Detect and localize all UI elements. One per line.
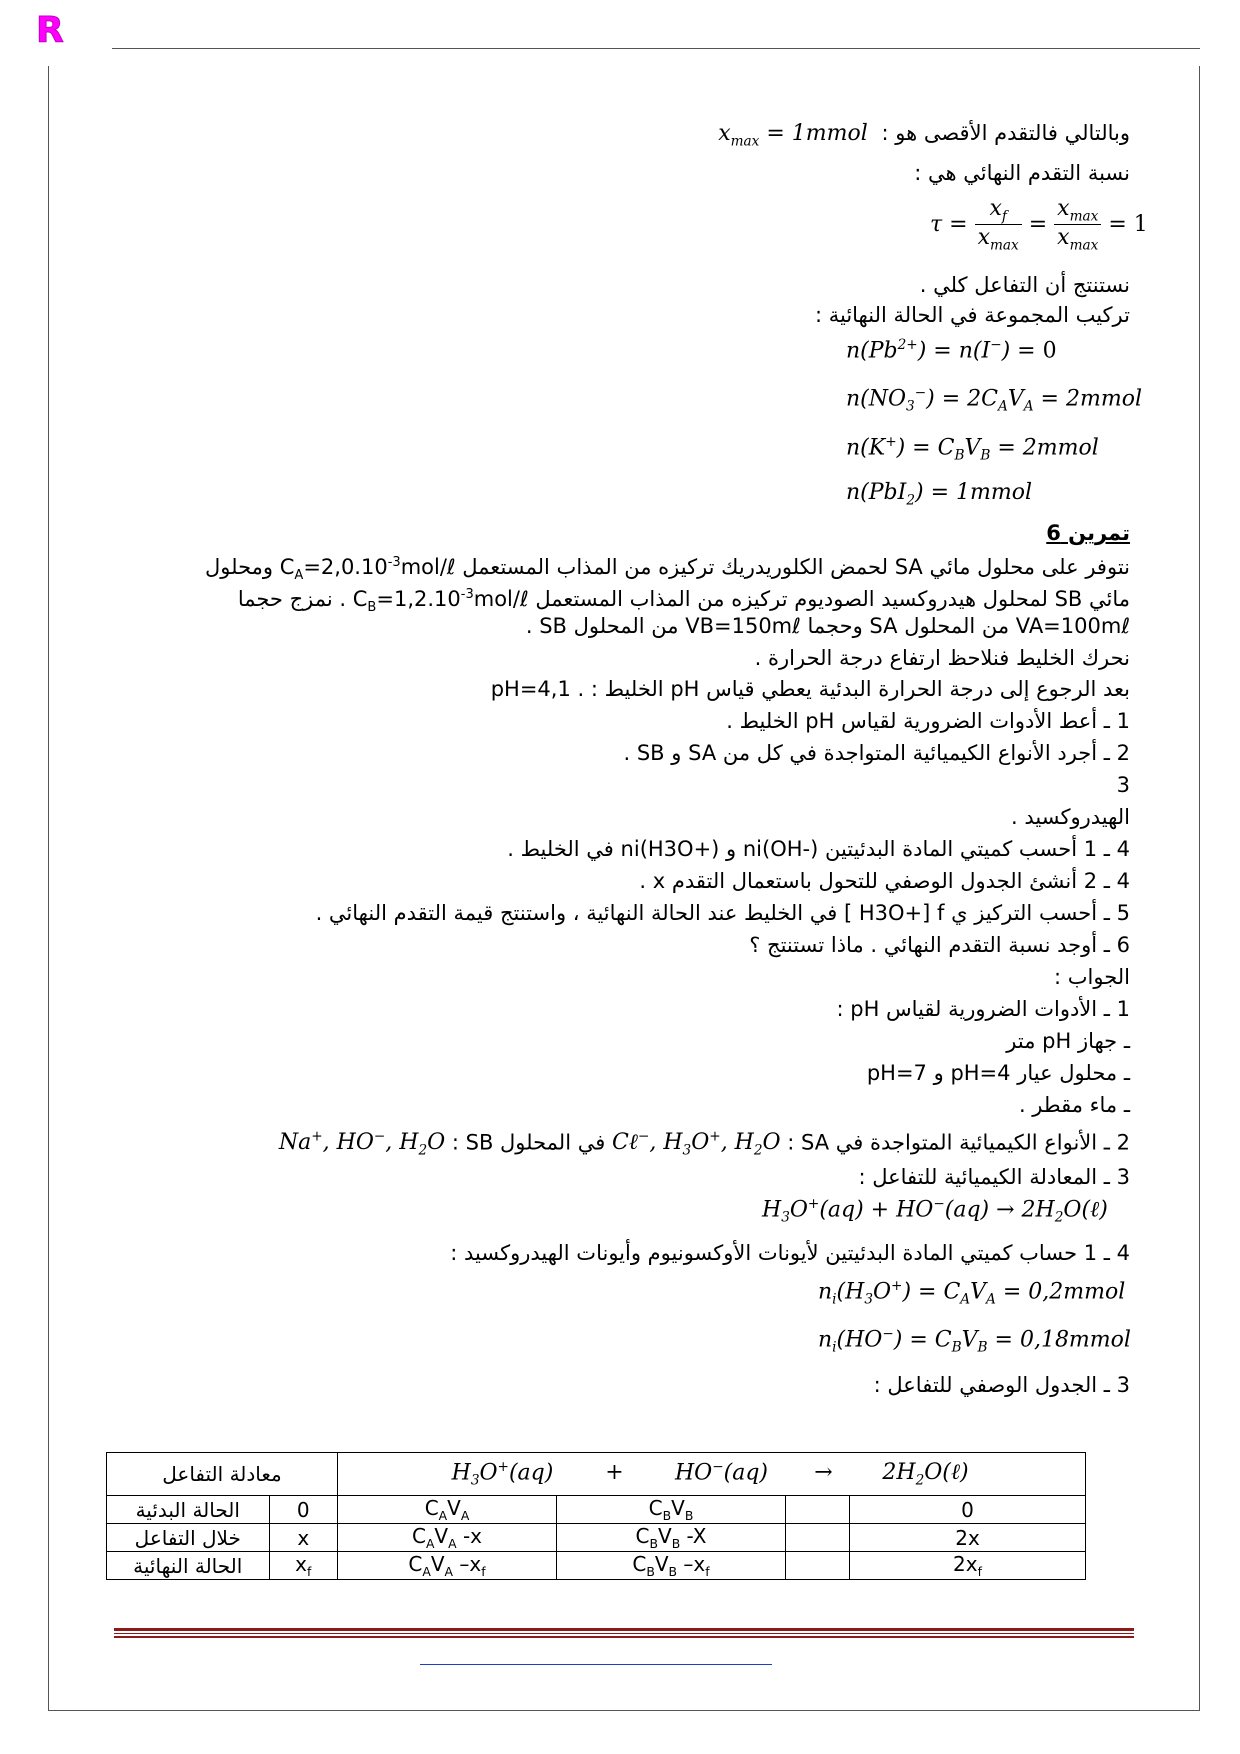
conclusion: نستنتج أن التفاعل كلي . [919,273,1130,297]
footer-rule [114,1633,1134,1634]
question-5: 5 ـ أحسب التركيز ي [ H3O+] f في الخليط عند الحالة النهائية ، واستنتج قيمة التقدم النهائي . [315,901,1130,925]
question-4-1: 4 ـ 1 أحسب كميتي المادة البدئيتين ni(H3O+) و ni(OH-) في الخليط . [507,837,1130,861]
question-3-cont: الهيدروكسيد . [1011,805,1130,829]
row-state-initial: الحالة البدئية [107,1496,270,1524]
xmax-line: وبالتالي فالتقدم الأقصى هو : $x_{max}$ = 1mmol [718,121,1130,150]
ex6-para-line4: نحرك الخليط فنلاحظ ارتفاع درجة الحرارة . [754,646,1130,670]
header-rule [112,48,1200,49]
row-water: $2x_f$ [850,1552,1086,1580]
eq-n-pbi2: n(PbI$_2$) = 1mmol [846,480,1033,509]
exercise-title: تمرين 6 [1046,521,1130,545]
row-b: $C_BV_B$ $-x_f$ [557,1552,786,1580]
logo: R [36,10,64,51]
question-3: 3 [1116,773,1130,797]
row-b: $C_BV_B$ -X [557,1524,786,1552]
footer-rule [114,1628,1134,1631]
row-water: 2x [850,1524,1086,1552]
table-header-label: معادلة التفاعل [107,1453,338,1496]
eq-n-k: $n(K^+) = C_BV_B$ = 2mmol [846,434,1099,464]
question-4-2: 4 ـ 2 أنشئ الجدول الوصفي للتحول باستعمال التقدم x . [639,869,1130,893]
question-2: 2 ـ أجرد الأنواع الكيميائية المتواجدة في كل من SA و SB . [623,741,1130,765]
footer-link-underline[interactable] [420,1664,772,1665]
tau-expr: τ = $\frac{x_f}{x_{max}}$ = $\frac{x_{max}}{x_{max}}$ = 1 [930,196,1148,254]
row-x: x [269,1524,337,1552]
eq-ni-ho: $n_i(HO^-) = C_BV_B$ = 0,18mmol [818,1326,1131,1356]
table-row [107,1496,1086,1524]
eq-n-pb-i: $n(Pb^{2+}) = n(I^-) = 0$ [846,337,1057,364]
row-empty [786,1496,850,1524]
question-6: 6 ـ أوجد نسبة التقدم النهائي . ماذا تستنتج ؟ [749,933,1130,957]
row-a: $C_AV_A$ [338,1496,557,1524]
ex6-para-line2: مائي SB لمحلول هيدروكسيد الصوديوم تركيزه من المذاب المستعمل $C_B=1,2.10^{-3}mol/\ell$ . نمزج حجما [237,587,1130,616]
answer-1: 1 ـ الأدوات الضرورية لقياس pH : [836,997,1130,1021]
answer-4-1: 4 ـ 1 حساب كميتي المادة البدئيتين لأيونات الأوكسونيوم وأيونات الهيدروكسيد : [450,1241,1130,1265]
row-x: 0 [269,1496,337,1524]
composition-title: تركيب المجموعة في الحالة النهائية : [814,303,1130,327]
xmax-expr: $x_{max}$ = 1mmol [718,121,875,150]
question-1: 1 ـ أعط الأدوات الضرورية لقياس pH الخليط . [726,709,1130,733]
ex6-para-line5: بعد الرجوع إلى درجة الحرارة البدئية يعطي قياس pH الخليط : pH=4,1 . [490,677,1130,701]
ex6-para-line1: نتوفر على محلول مائي SA لحمض الكلوريدريك تركيزه من المذاب المستعمل $C_A=2,0.10^{-3}mol/\ell$ ومحلول [205,555,1130,584]
answer-4-2: 3 ـ الجدول الوصفي للتفاعل : [873,1373,1130,1397]
row-empty [786,1552,850,1580]
eq-n-no3: $n(NO_3^-) = 2C_AV_A$ = 2mmol [846,385,1142,415]
row-a: $C_AV_A$ $-x_f$ [338,1552,557,1580]
table-row [107,1524,1086,1552]
row-empty [786,1524,850,1552]
row-a: $C_AV_A$ -x [338,1524,557,1552]
answer-title: الجواب : [1054,965,1130,989]
eq-ni-h3o: $n_i(H_3O^+) = C_AV_A$ = 0,2mmol [818,1278,1126,1308]
table-equation: $H_3O^+(aq) + HO^-(aq)$ → $2H_2O(\ell)$ [338,1453,1086,1496]
table-equation-row [107,1453,1086,1496]
answer-1-item1: ـ جهاز pH متر [1006,1029,1130,1053]
ex6-para-line3: VA=100mℓ من المحلول SA وحجما VB=150mℓ من المحلول SB . [525,614,1130,638]
row-b: $C_BV_B$ [557,1496,786,1524]
reaction-equation: $H_3O^+(aq) + HO^-(aq)$ → $2H_2O(\ell)$ [762,1196,1108,1226]
row-state-final: الحالة النهائية [107,1552,270,1580]
advancement-table [106,1452,1086,1580]
answer-1-item2: ـ محلول عيار pH=7 و pH=4 [866,1061,1130,1085]
answer-2: 2 ـ الأنواع الكيميائية المتواجدة في SA : Cℓ−, $H_3O^+$, $H_2O$ في المحلول SB : Na+, HO−, $H_2O$ [278,1129,1130,1159]
row-x: $x_f$ [269,1552,337,1580]
row-water: 0 [850,1496,1086,1524]
answer-3: 3 ـ المعادلة الكيميائية للتفاعل : [858,1165,1130,1189]
footer-rule [114,1636,1134,1638]
table-row [107,1552,1086,1580]
row-state-during: خلال التفاعل [107,1524,270,1552]
answer-1-item3: ـ ماء مقطر . [1018,1093,1130,1117]
tau-intro: نسبة التقدم النهائي هي : [914,161,1130,185]
